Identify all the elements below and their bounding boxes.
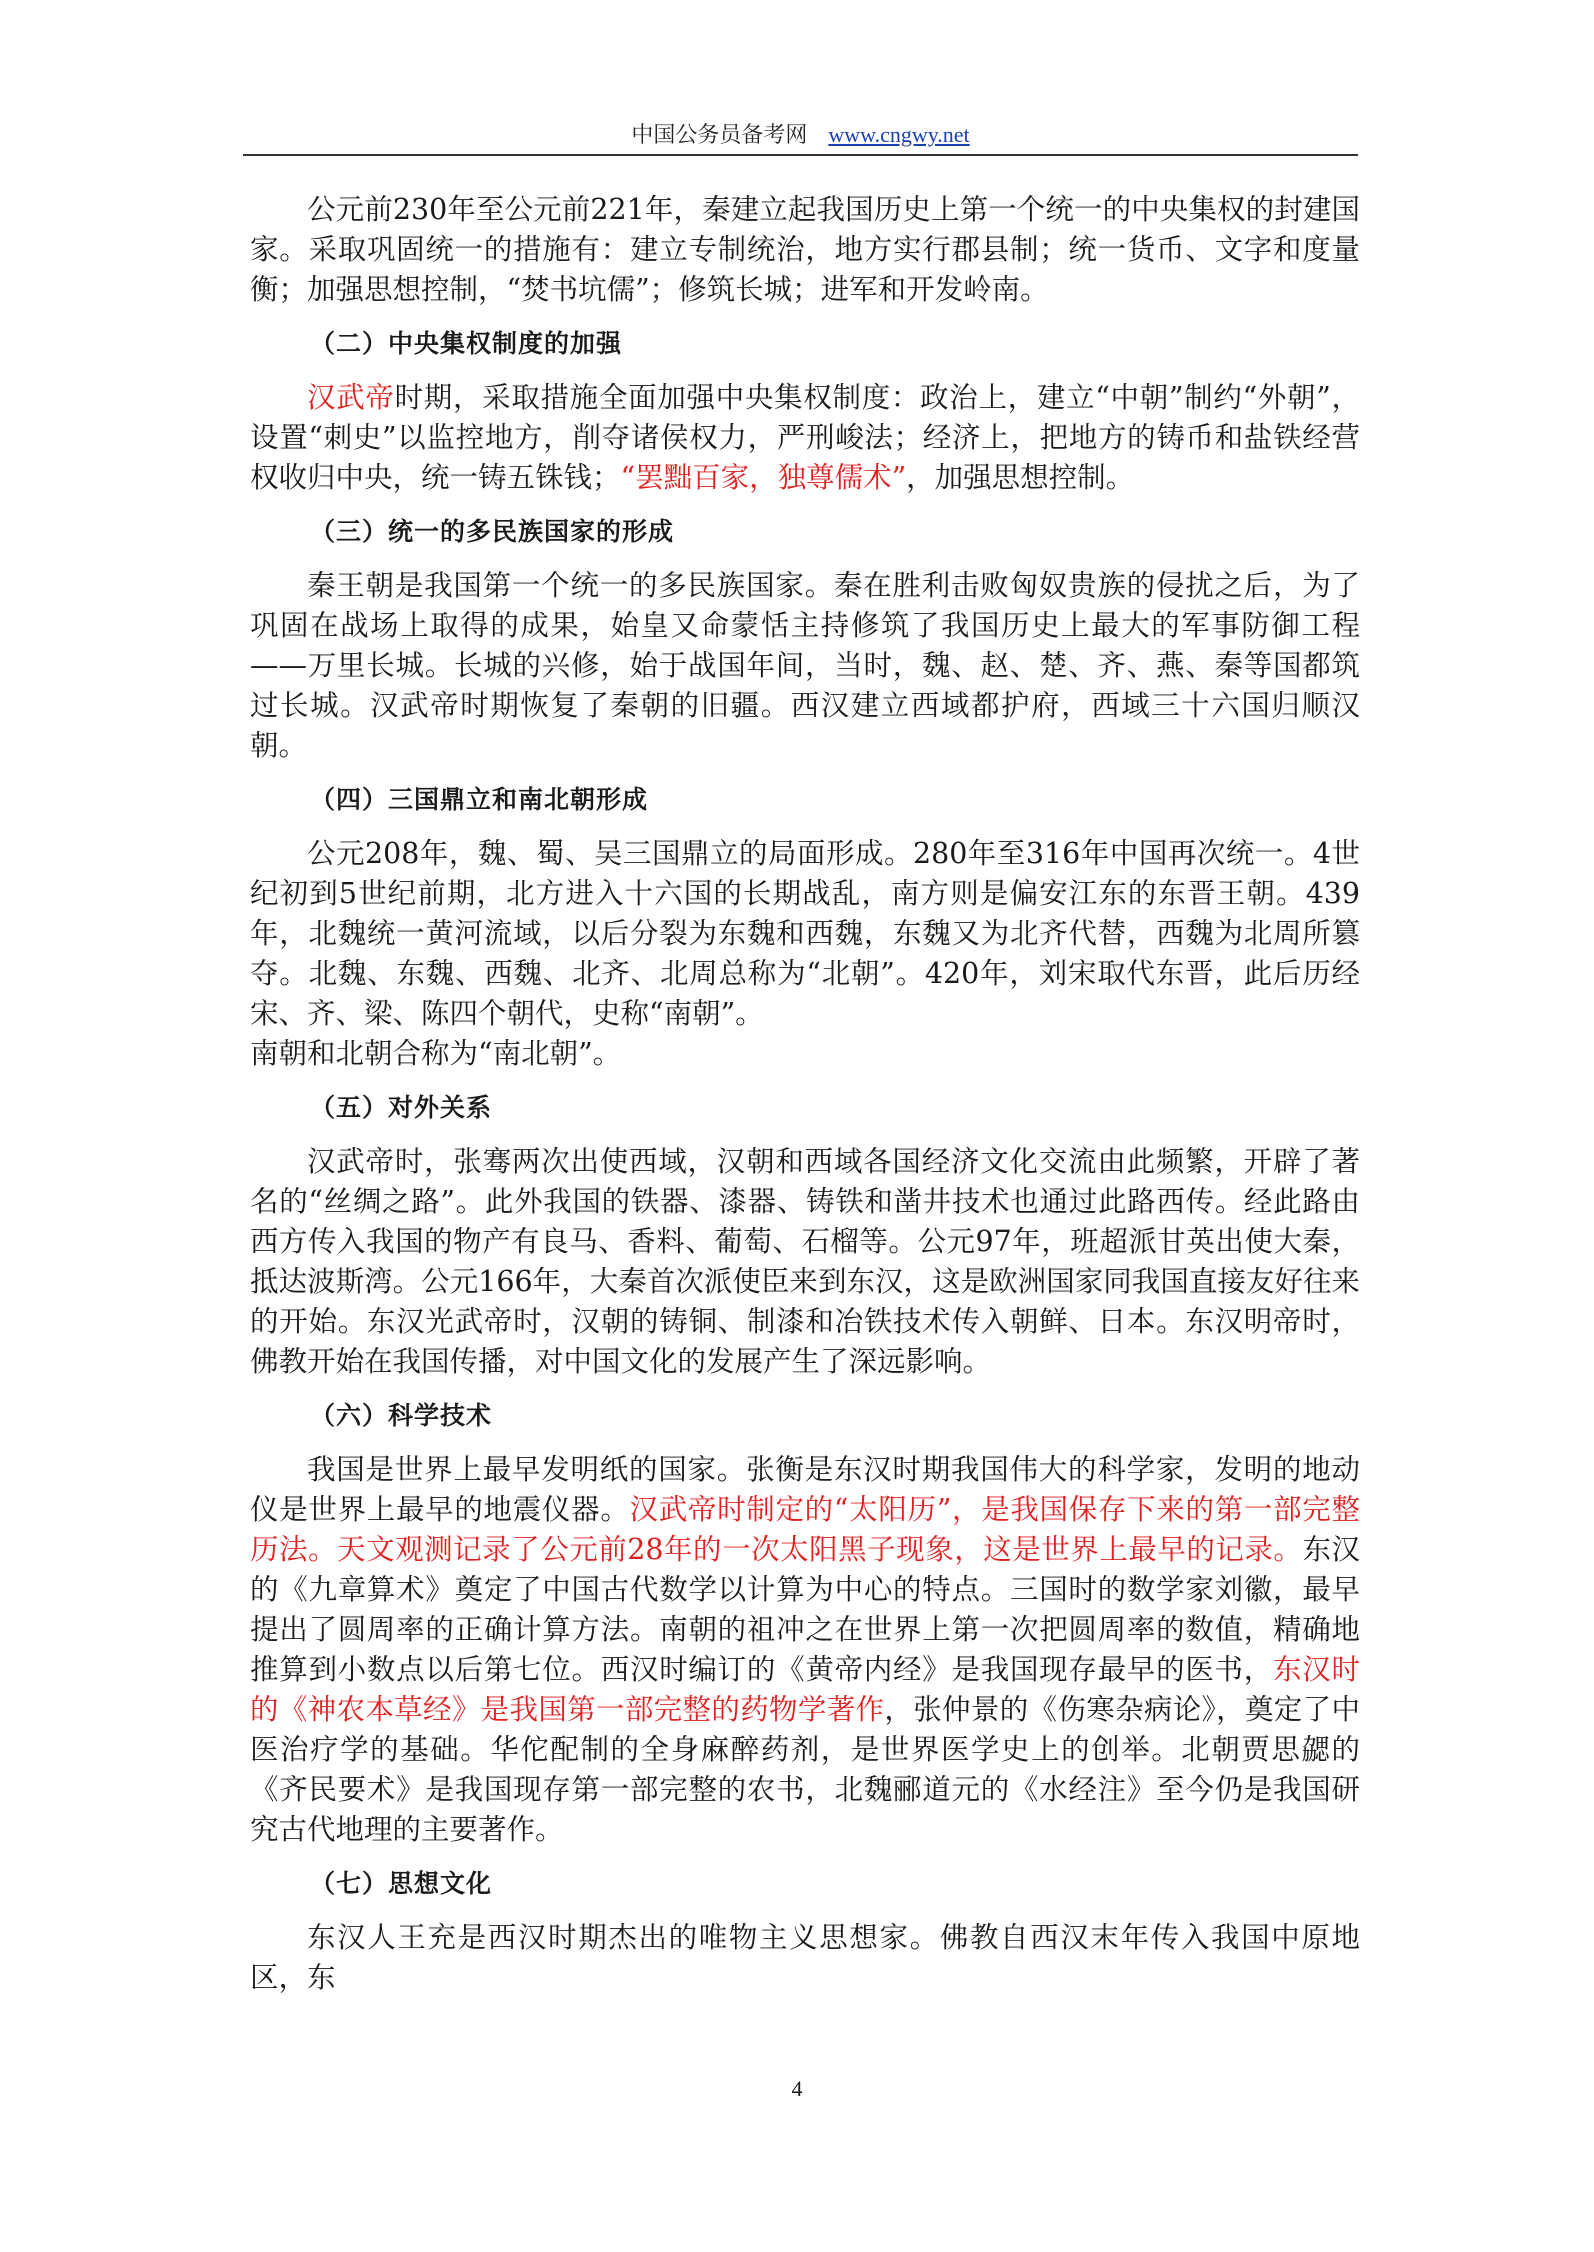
highlight-shennong: 东汉时的《神农本草经》是我国第一部完整的药物学著作 (250, 1653, 1360, 1726)
paragraph-text: ，加强思想控制。 (906, 461, 1135, 494)
paragraph-text: ，张仲景的《伤寒杂病论》，奠定了中医治疗学的基础。华佗配制的全身麻醉药剂，是世界医学史上的创举。北朝贾思勰的《齐民要术》是我国现存第一部完整的农书，北魏郦道元的《水经注》至今仍是我国研究古代地理的主要著作。 (250, 1693, 1360, 1846)
highlight-calendar: 汉武帝时制定的“太阳历”，是我国保存下来的第一部完整历法。天文观测记录了公元前28年的一次太阳黑子现象，这是世界上最早的记录。 (250, 1493, 1360, 1566)
header-url-link[interactable]: www.cngwy.net (828, 122, 970, 147)
section-heading-6: （六）科学技术 (310, 1401, 493, 1430)
paragraph-text: 我国是世界上最早发明纸的国家。张衡是东汉时期我国伟大的科学家，发明的地动仪是世界上最早的地震仪器。 (250, 1453, 1360, 1526)
highlight-confucianism: “罢黜百家，独尊儒术” (620, 461, 907, 494)
paragraph-centralization (250, 378, 1360, 498)
paragraph-multiethnic-state: 秦王朝是我国第一个统一的多民族国家。秦在胜利击败匈奴贵族的侵扰之后，为了巩固在战场上取得的成果，始皇又命蒙恬主持修筑了我国历史上最大的军事防御工程——万里长城。长城的兴修，始于战国年间，当时，魏、赵、楚、齐、燕、秦等国都筑过长城。汉武帝时期恢复了秦朝的旧疆。西汉建立西域都护府，西域三十六国归顺汉朝。 (250, 569, 1360, 762)
page-number: 4 (791, 2076, 803, 2101)
document-body (250, 190, 1360, 2014)
paragraph-science-technology (250, 1450, 1360, 1850)
section-heading-3: （三）统一的多民族国家的形成 (310, 517, 675, 546)
section-heading-7: （七）思想文化 (310, 1869, 493, 1898)
paragraph-southern-northern: 南朝和北朝合称为“南北朝”。 (250, 1037, 622, 1070)
header-divider (243, 154, 1358, 156)
highlight-emperor-wu: 汉武帝 (307, 381, 395, 414)
paragraph-text: 时期，采取措施全面加强中央集权制度：政治上，建立“中朝”制约“外朝”，设置“刺史”以监控地方，削夺诸侯权力，严刑峻法；经济上，把地方的铸币和盐铁经营权收归中央，统一铸五铢钱； (250, 381, 1360, 494)
paragraph-text: 东汉的《九章算术》奠定了中国古代数学以计算为中心的特点。三国时的数学家刘徽，最早提出了圆周率的正确计算方法。南朝的祖冲之在世界上第一次把圆周率的数值，精确地推算到小数点以后第七位。西汉时编订的《黄帝内经》是我国现存最早的医书， (250, 1533, 1360, 1686)
section-heading-2: （二）中央集权制度的加强 (310, 329, 623, 358)
header-site-name: 中国公务员备考网 (631, 123, 808, 148)
paragraph-qin-unification: 公元前230年至公元前221年，秦建立起我国历史上第一个统一的中央集权的封建国家。采取巩固统一的措施有：建立专制统治，地方实行郡县制；统一货币、文字和度量衡；加强思想控制，“焚书坑儒”；修筑长城；进军和开发岭南。 (250, 193, 1360, 306)
paragraph-thought-culture: 东汉人王充是西汉时期杰出的唯物主义思想家。佛教自西汉末年传入我国中原地区，东 (250, 1921, 1360, 1994)
section-heading-5: （五）对外关系 (310, 1093, 493, 1122)
paragraph-three-kingdoms: 公元208年，魏、蜀、吴三国鼎立的局面形成。280年至316年中国再次统一。4世纪初到5世纪前期，北方进入十六国的长期战乱，南方则是偏安江东的东晋王朝。439年，北魏统一黄河流域，以后分裂为东魏和西魏，东魏又为北齐代替，西魏为北周所篡夺。北魏、东魏、西魏、北齐、北周总称为“北朝”。420年，刘宋取代东晋，此后历经宋、齐、梁、陈四个朝代，史称“南朝”。 (250, 837, 1360, 1030)
section-heading-4: （四）三国鼎立和南北朝形成 (310, 785, 649, 814)
page-header (243, 118, 1358, 152)
paragraph-foreign-relations: 汉武帝时，张骞两次出使西域，汉朝和西域各国经济文化交流由此频繁，开辟了著名的“丝绸之路”。此外我国的铁器、漆器、铸铁和凿井技术也通过此路西传。经此路由西方传入我国的物产有良马、香料、葡萄、石榴等。公元97年，班超派甘英出使大秦，抵达波斯湾。公元166年，大秦首次派使臣来到东汉，这是欧洲国家同我国直接友好往来的开始。东汉光武帝时，汉朝的铸铜、制漆和冶铁技术传入朝鲜、日本。东汉明帝时，佛教开始在我国传播，对中国文化的发展产生了深远影响。 (250, 1145, 1360, 1378)
